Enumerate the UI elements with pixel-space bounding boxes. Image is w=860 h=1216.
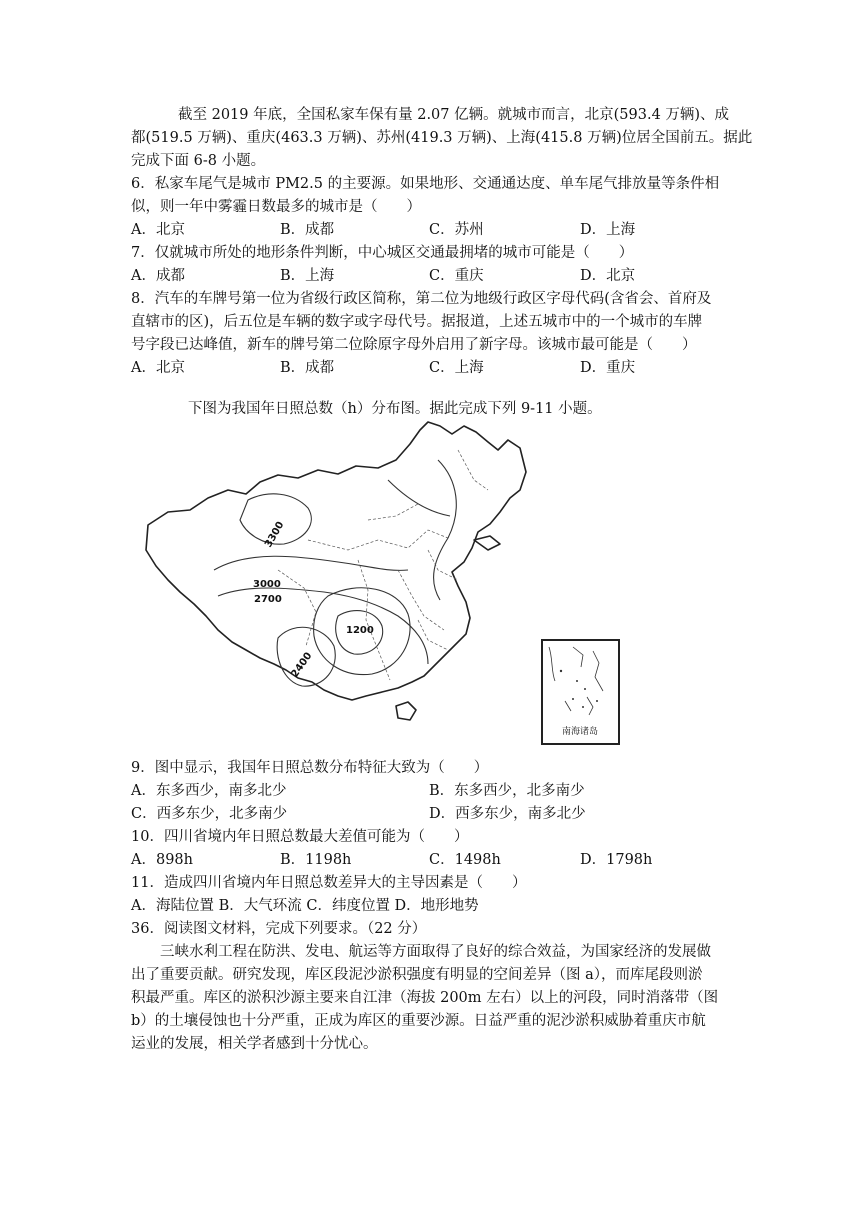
china-outline	[146, 422, 526, 700]
q9-option-d: D．西多东少，南多北少	[429, 806, 586, 822]
map-label-3300: 3300	[263, 519, 287, 550]
q6-option-a: A．北京	[131, 222, 185, 238]
intro-line-3: 完成下面 6-8 小题。	[131, 153, 266, 169]
q7-option-b: B．上海	[280, 268, 335, 284]
q10-option-d: D．1798h	[580, 852, 653, 868]
q7-option-d: D．北京	[580, 268, 636, 284]
q11-stem-1: 11．造成四川省境内年日照总数差异大的主导因素是（ ）	[131, 875, 527, 891]
q6-option-b: B．成都	[280, 222, 335, 238]
q6-option-c: C．苏州	[429, 222, 484, 238]
q7-option-c: C．重庆	[429, 268, 484, 284]
map-label-2400: 2400	[289, 650, 315, 680]
intro-line-2: 都(519.5 万辆)、重庆(463.3 万辆)、苏州(419.3 万辆)、上海(415.8 万辆)位居全国前五。据此	[131, 130, 753, 146]
south-china-sea-inset	[541, 639, 620, 745]
intro-line-1: 截至 2019 年底，全国私家车保有量 2.07 亿辆。就城市而言，北京(593.4 万辆)、成	[178, 107, 730, 123]
q9-options-row2	[131, 803, 731, 825]
map-label-3000: 3000	[253, 579, 281, 590]
q36-para-4: b）的土壤侵蚀也十分严重，正成为库区的重要沙源。日益严重的泥沙淤积威胁着重庆市航	[131, 1013, 706, 1029]
q36-para-1: 三峡水利工程在防洪、发电、航运等方面取得了良好的综合效益，为国家经济的发展做	[160, 944, 711, 960]
isoline-east	[434, 460, 457, 600]
q36-para-2: 出了重要贡献。研究发现，库区段泥沙淤积强度有明显的空间差异（图 a），而库尾段则淤	[131, 967, 703, 983]
map-intro: 下图为我国年日照总数（h）分布图。据此完成下列 9-11 小题。	[188, 401, 602, 417]
hainan-outline	[396, 702, 416, 720]
q10-option-b: B．1198h	[280, 852, 352, 868]
q7-stem-1: 7．仅就城市所处的地形条件判断，中心城区交通最拥堵的城市可能是（ ）	[131, 245, 634, 261]
q8-option-a: A．北京	[131, 360, 185, 376]
q9-option-b: B．东多西少，北多南少	[429, 783, 585, 799]
q8-stem-3: 号字段已达峰值，新车的牌号第二位除原字母外启用了新字母。该城市最可能是（ ）	[131, 337, 697, 353]
inset-label: 南海诸岛	[561, 727, 599, 737]
q6-option-d: D．上海	[580, 222, 636, 238]
q9-stem-1: 9．图中显示，我国年日照总数分布特征大致为（ ）	[131, 760, 489, 776]
q8-stem-1: 8．汽车的车牌号第一位为省级行政区简称，第二位为地级行政区字母代码(含省会、首府及	[131, 291, 712, 307]
q8-options	[131, 357, 731, 379]
q8-stem-2: 直辖市的区)，后五位是车辆的数字或字母代号。据报道，上述五城市中的一个城市的车牌	[131, 314, 703, 330]
q10-option-a: A．898h	[131, 852, 193, 868]
q10-option-c: C．1498h	[429, 852, 501, 868]
q9-options-row1	[131, 780, 731, 802]
q6-options	[131, 219, 731, 241]
q36-para-3: 积最严重。库区的淤积沙源主要来自江津（海拔 200m 左右）以上的河段，同时消落带（图	[131, 990, 719, 1006]
q8-option-b: B．成都	[280, 360, 335, 376]
q8-option-c: C．上海	[429, 360, 484, 376]
isoline-3000	[214, 556, 408, 570]
isoline-ne	[388, 480, 450, 516]
map-label-1200: 1200	[346, 625, 374, 636]
q36-para-5: 运业的发展，相关学者感到十分忧心。	[131, 1036, 378, 1052]
q36-stem: 36．阅读图文材料，完成下列要求。（22 分）	[131, 921, 427, 937]
q7-option-a: A．成都	[131, 268, 185, 284]
q9-option-c: C．西多东少，北多南少	[131, 806, 288, 822]
q6-stem-1: 6．私家车尾气是城市 PM2.5 的主要源。如果地形、交通通达度、单车尾气排放量等条件相	[131, 176, 720, 192]
q10-stem-1: 10．四川省境内年日照总数最大差值可能为（ ）	[131, 829, 469, 845]
q7-options	[131, 265, 731, 287]
q11-options: A．海陆位置 B．大气环流 C．纬度位置 D．地形地势	[131, 898, 479, 914]
q10-options	[131, 849, 731, 871]
map-label-2700: 2700	[254, 594, 282, 605]
q6-stem-2: 似，则一年中雾霾日数最多的城市是（ ）	[131, 199, 421, 215]
q9-option-a: A．东多西少，南多北少	[131, 783, 287, 799]
q8-option-d: D．重庆	[580, 360, 636, 376]
